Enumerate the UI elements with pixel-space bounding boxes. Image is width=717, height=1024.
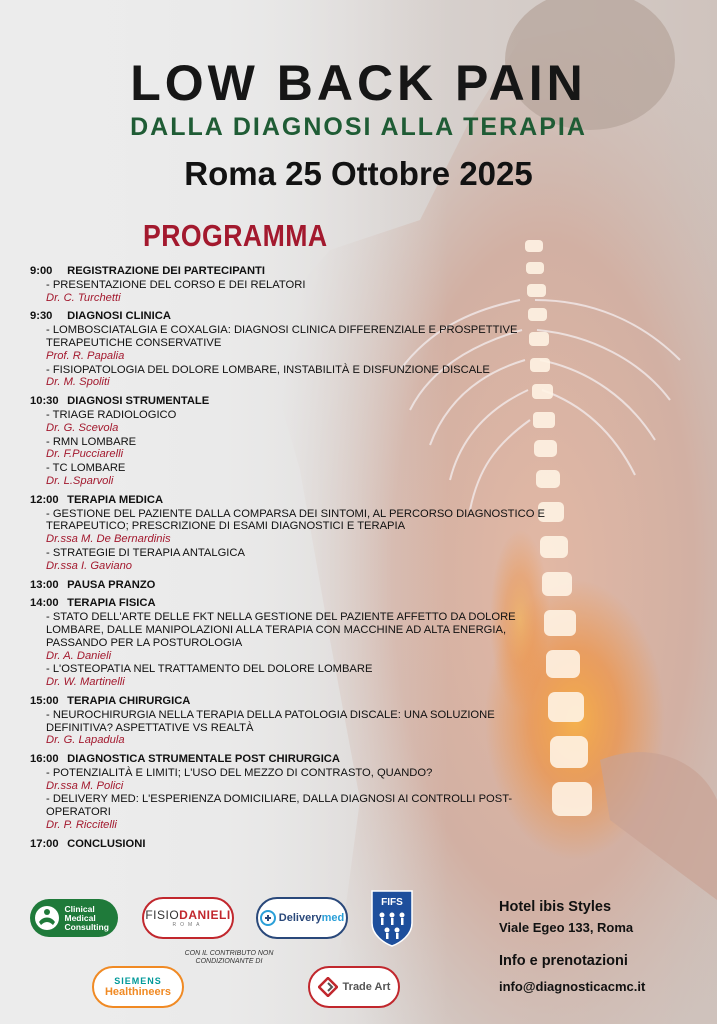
talk-title: - STRATEGIE DI TERAPIA ANTALGICA [46, 546, 245, 559]
sponsor-logo-tradeart [308, 966, 400, 1008]
sponsor-logo-fifs [370, 889, 414, 947]
session-title: DIAGNOSTICA STRUMENTALE POST CHIRURGICA [67, 753, 340, 766]
speaker-name: Dr.ssa M. De Bernardinis [46, 533, 171, 546]
talk-title: - TC LOMBARE [46, 462, 126, 475]
event-date: Roma 25 Ottobre 2025 [184, 155, 533, 192]
session-time: 16:00 [30, 753, 59, 766]
talk-item [46, 279, 560, 305]
talk-item [46, 324, 560, 362]
schedule-section [30, 838, 560, 851]
event-title: LOW BACK PAIN [130, 55, 587, 111]
fisiodanieli-wordmark: FISIODANIELI [145, 908, 231, 922]
schedule-section [30, 265, 560, 278]
healthineers-wordmark: Healthineers [104, 986, 172, 998]
program-schedule [30, 265, 560, 851]
session-title: TERAPIA MEDICA [67, 493, 164, 506]
session-time: 9:30 [30, 310, 53, 323]
talk-item [46, 767, 560, 793]
talk-item [46, 663, 560, 689]
talk-item [46, 508, 560, 546]
schedule-section [30, 597, 560, 610]
session-time: 15:00 [30, 694, 59, 707]
speaker-name: Dr. P. Riccitelli [46, 819, 117, 832]
session-time: 12:00 [30, 493, 59, 506]
program-heading: PROGRAMMA [143, 218, 328, 253]
session-title: CONCLUSIONI [67, 837, 146, 850]
speaker-name: Dr. L.Sparvoli [46, 474, 114, 487]
talk-title: - PRESENTAZIONE DEL CORSO E DEI RELATORI [46, 278, 306, 291]
venue-hotel: Hotel ibis Styles [499, 899, 612, 915]
session-title: REGISTRAZIONE DEI PARTECIPANTI [67, 265, 265, 277]
talk-title: - FISIOPATOLOGIA DEL DOLORE LOMBARE, INSTABILITÀ E DISFUNZIONE DISCALE [46, 363, 490, 376]
tradeart-icon [318, 977, 338, 997]
session-time: 13:00 [30, 578, 59, 591]
schedule-section [30, 395, 560, 408]
talk-item [46, 709, 560, 747]
talk-title: - L'OSTEOPATIA NEL TRATTAMENTO DEL DOLORE LOMBARE [46, 663, 373, 676]
session-time: 9:00 [30, 265, 53, 277]
speaker-name: Dr.ssa I. Gaviano [46, 559, 133, 572]
talk-title: - RMN LOMBARE [46, 435, 137, 448]
fifs-text: FIFS [381, 897, 403, 908]
talk-title: - GESTIONE DEL PAZIENTE DALLA COMPARSA DEI SINTOMI, AL PERCORSO DIAGNOSTICO E TERAPEUTICO; PRESCRIZIONE DI ESAMI DIAGNOSTICI E TERAPIA [46, 507, 545, 533]
talk-title: - POTENZIALITÀ E LIMITI; L'USO DEL MEZZO DI CONTRASTO, QUANDO? [46, 766, 433, 779]
speaker-name: Dr. A. Danieli [46, 649, 112, 662]
sponsor-logo-fisiodanieli [142, 897, 234, 939]
schedule-section [30, 310, 560, 323]
talk-item [46, 436, 560, 462]
talk-title: - STATO DELL'ARTE DELLE FKT NELLA GESTIONE DEL PAZIENTE AFFETTO DA DOLORE LOMBARE, DALLE MANIPOLAZIONI ALLA TERAPIA CON MACCHINE AD ALTA ENERGIA, PASSANDO PER LA POSTUROLOGIA [46, 611, 516, 649]
speaker-name: Dr. G. Lapadula [46, 734, 125, 747]
contact-email[interactable]: info@diagnosticacmc.it [499, 979, 646, 994]
talk-title: - NEUROCHIRURGIA NELLA TERAPIA DELLA PATOLOGIA DISCALE: UNA SOLUZIONE DEFINITIVA? ASPETTATIVE VS REALTÀ [46, 708, 495, 734]
schedule-section [30, 753, 560, 766]
talk-item [46, 793, 560, 831]
sponsor-logo-cmc [30, 899, 118, 937]
session-title: TERAPIA CHIRURGICA [67, 694, 191, 707]
schedule-section [30, 695, 560, 708]
speaker-name: Dr. F.Pucciarelli [46, 448, 124, 461]
talk-item [46, 547, 560, 573]
speaker-name: Prof. R. Papalia [46, 349, 125, 362]
session-time: 14:00 [30, 597, 59, 610]
talk-title: - TRIAGE RADIOLOGICO [46, 408, 177, 421]
contribution-note: CON IL CONTRIBUTO NON CONDIZIONANTE DI [184, 950, 274, 965]
session-title: PAUSA PRANZO [67, 578, 156, 591]
talk-item [46, 409, 560, 435]
venue-address: Viale Egeo 133, Roma [499, 920, 634, 935]
talk-title: - DELIVERY MED: L'ESPERIENZA DOMICILIARE, DALLA DIAGNOSI AI CONTROLLI POST-OPERATORI [46, 793, 513, 819]
speaker-name: Dr. C. Turchetti [46, 291, 121, 304]
schedule-section [30, 579, 560, 592]
speaker-name: Dr. W. Martinelli [46, 676, 125, 689]
cmc-logo-text: Clinical Medical Consulting [64, 903, 109, 932]
sponsor-logo-deliverymed [256, 897, 348, 939]
sponsor-logo-siemens-healthineers [92, 966, 184, 1008]
talk-item [46, 462, 560, 488]
session-title: TERAPIA FISICA [67, 597, 156, 610]
speaker-name: Dr.ssa M. Polici [46, 779, 124, 792]
schedule-section [30, 494, 560, 507]
session-title: DIAGNOSI STRUMENTALE [67, 395, 210, 408]
fisiodanieli-city: ROMA [172, 922, 204, 928]
info-heading: Info e prenotazioni [499, 953, 628, 969]
siemens-wordmark: SIEMENS [114, 976, 162, 986]
talk-title: - LOMBOSCIATALGIA E COXALGIA: DIAGNOSI CLINICA DIFFERENZIALE E PROSPETTIVE TERAPEUTICHE CONSERVATIVE [46, 324, 518, 349]
tradeart-wordmark: Trade Art [342, 981, 391, 993]
talk-item [46, 611, 560, 662]
session-title: DIAGNOSI CLINICA [67, 310, 171, 323]
cmc-icon [34, 905, 60, 931]
speaker-name: Dr. G. Scevola [46, 421, 119, 434]
deliverymed-icon [260, 910, 276, 926]
session-time: 17:00 [30, 837, 59, 850]
talk-item [46, 364, 560, 390]
event-subtitle: DALLA DIAGNOSI ALLA TERAPIA [130, 113, 587, 141]
session-time: 10:30 [30, 395, 59, 408]
speaker-name: Dr. M. Spoliti [46, 376, 110, 389]
deliverymed-wordmark: Deliverymed [278, 912, 345, 924]
